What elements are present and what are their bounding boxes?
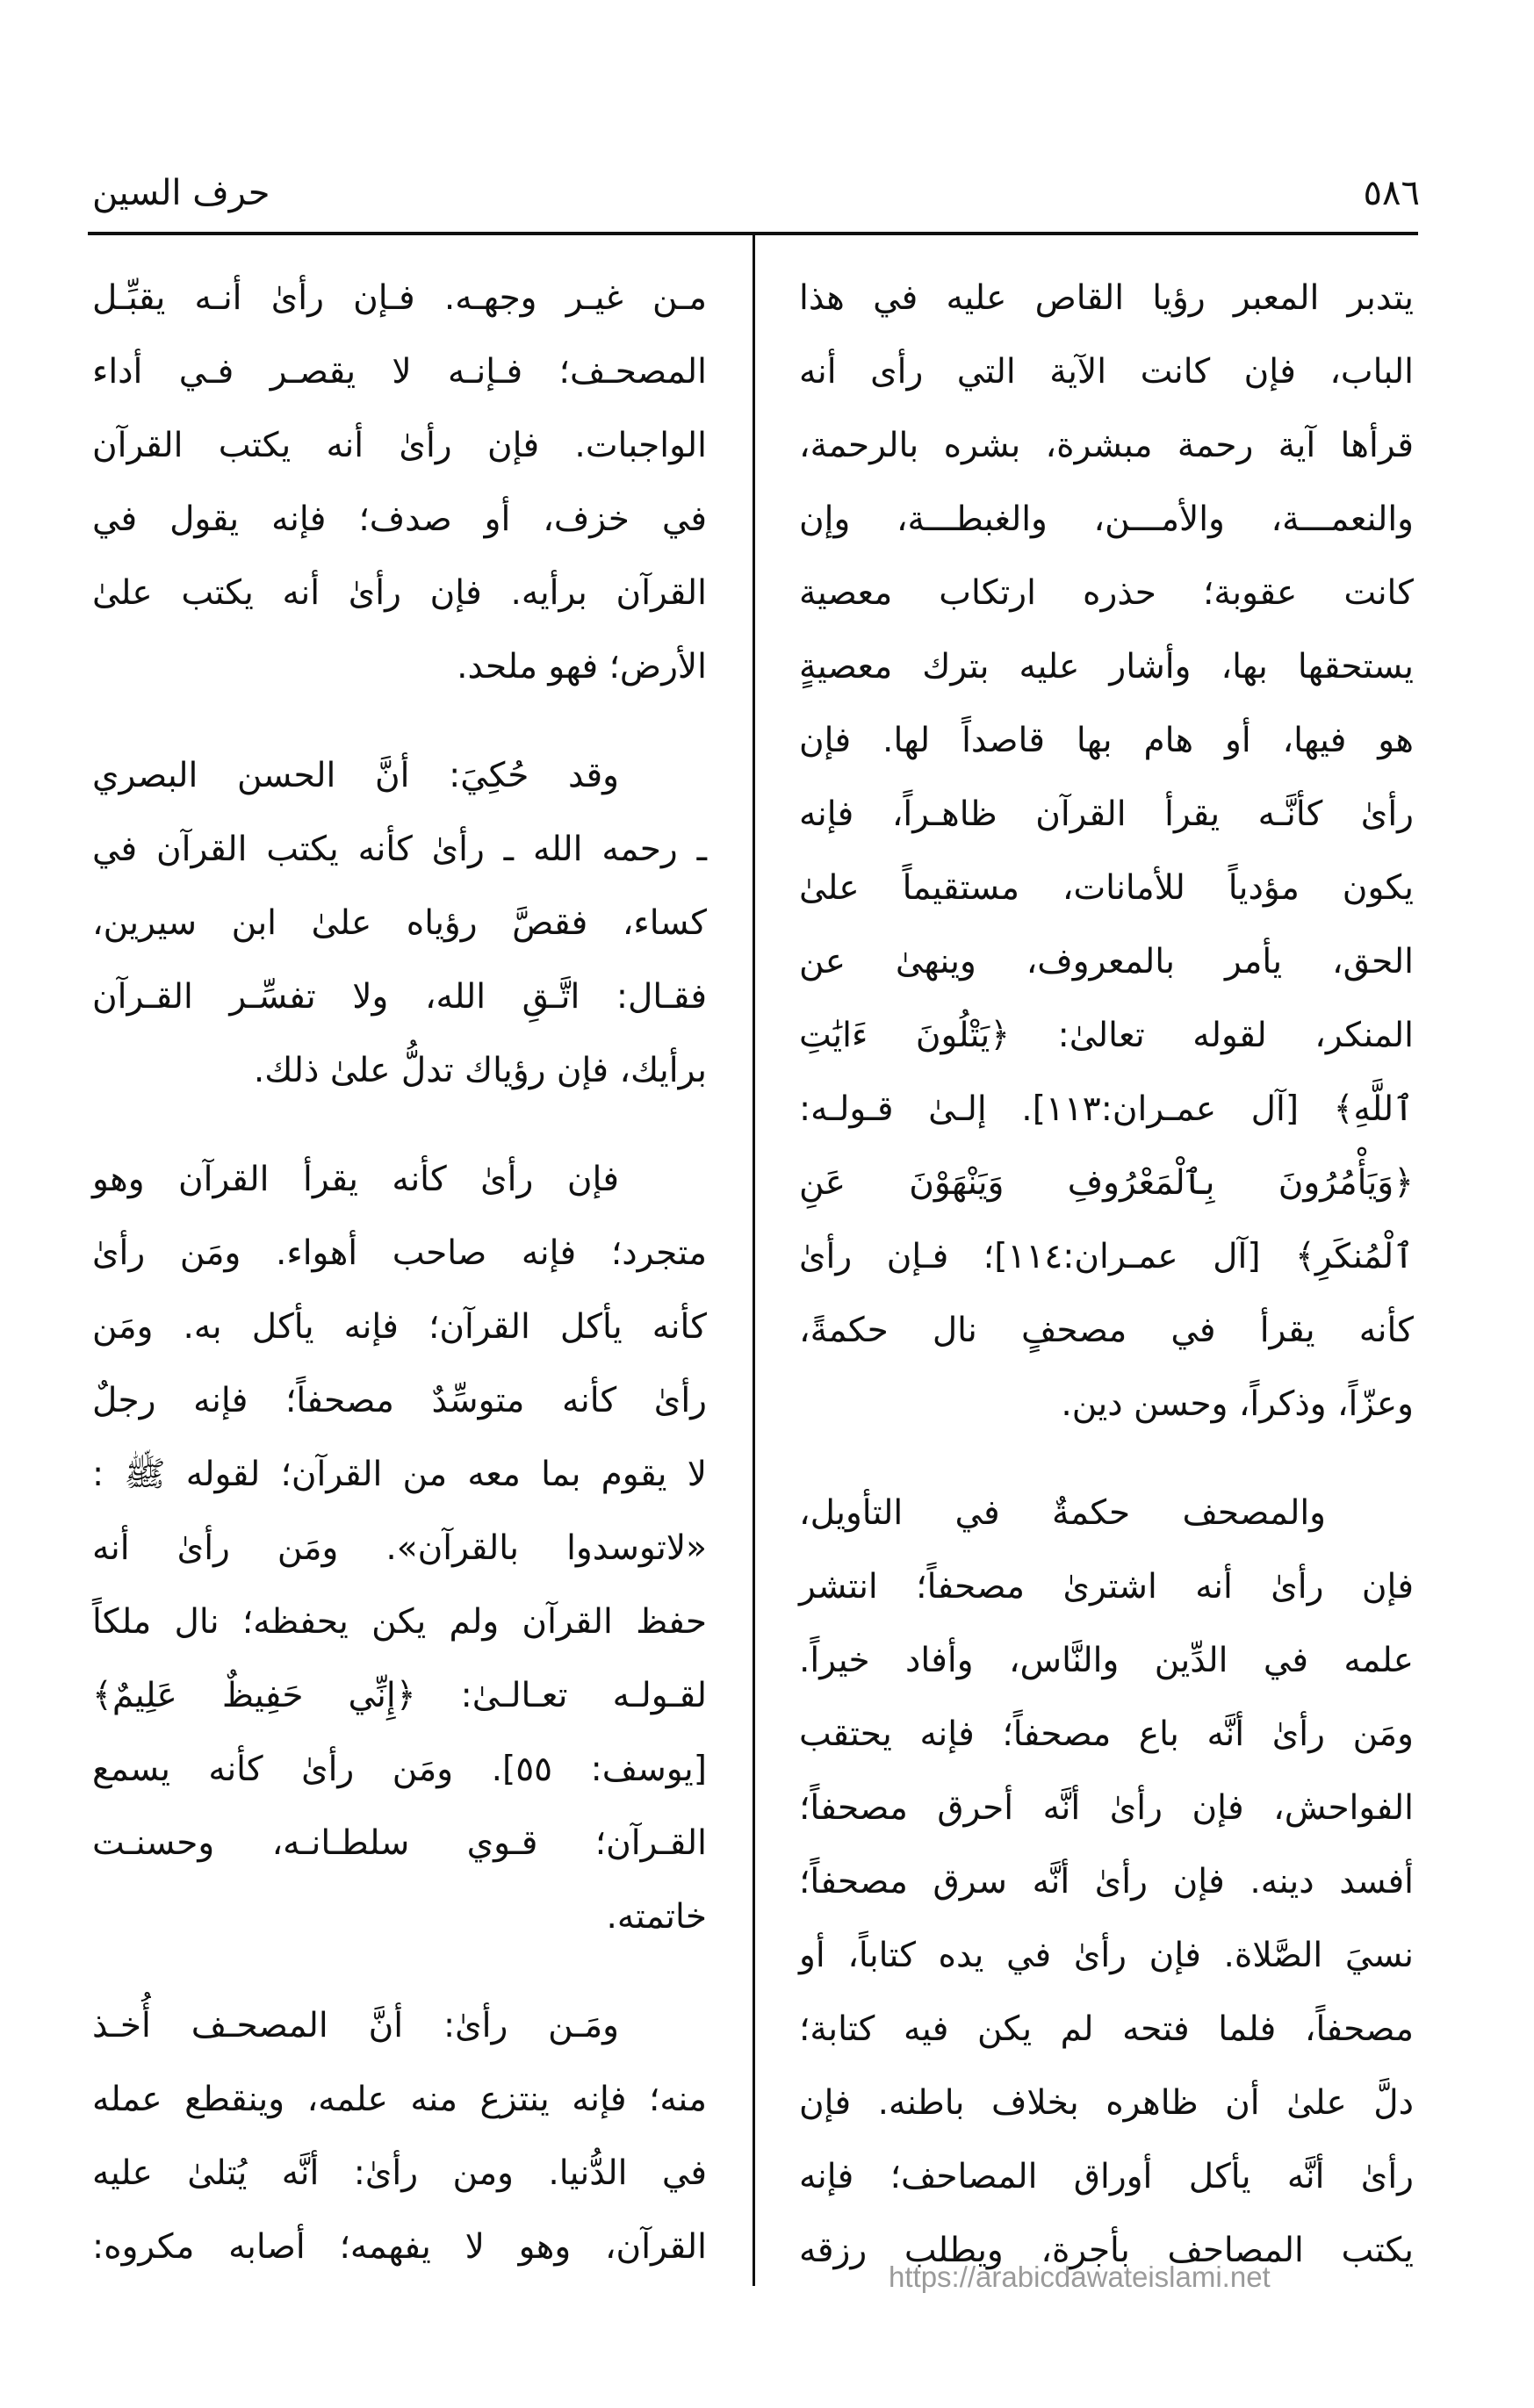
text-line: القـرآن؛ قـوي سلطـانـه، وحسنـت <box>92 1823 707 1863</box>
text-line: يكون مؤدياً للأمانات، مستقيماً علىٰ <box>799 868 1414 908</box>
paragraph <box>92 739 707 1108</box>
right-column <box>799 262 1414 2323</box>
running-header-title: حرف السين <box>92 173 270 213</box>
text-line: والنعمـــة، والأمـــن، والغبطـــة، وإن <box>799 500 1414 539</box>
text-line: والمصحف حكمةٌ في التأويل، <box>799 1493 1326 1533</box>
text-line: في الدُّنيا. ومن رأىٰ: أنَّه يُتلىٰ عليه <box>92 2153 707 2193</box>
text-line: كأنه يقرأ في مصحفٍ نال حكمةً، <box>799 1311 1414 1350</box>
text-line: فإن رأىٰ كأنه يقرأ القرآن وهو <box>92 1160 619 1199</box>
text-line: لقـولـه تعـالـىٰ: ﴿إِنِّي حَفِيظٌ عَلِيمٌ﴾ <box>92 1676 707 1715</box>
text-line: فقـال: اتَّـقِ الله، ولا تفسِّـر القـرآن <box>92 977 707 1017</box>
text-line: المنكر، لقوله تعالىٰ: ﴿يَتْلُونَ ءَايَٰتِ <box>799 1016 1414 1055</box>
text-line: علمه في الدِّين والنَّاس، وأفاد خيراً. <box>799 1641 1414 1680</box>
paragraph <box>92 1143 707 1954</box>
text-line: قرأها آية رحمة مبشرة، بشره بالرحمة، <box>799 426 1414 465</box>
text-line: ومَـن رأىٰ: أنَّ المصحـف أُخـذ <box>92 2006 619 2045</box>
text-line: الواجبات. فإن رأىٰ أنه يكتب القرآن <box>92 426 707 465</box>
paragraph <box>92 262 707 704</box>
text-line: يستحقها بها، وأشار عليه بترك معصيةٍ <box>799 647 1414 686</box>
text-line: أفسد دينه. فإن رأىٰ أنَّه سرق مصحفاً؛ <box>799 1862 1414 1901</box>
text-line: حفظ القرآن ولم يكن يحفظه؛ نال ملكاً <box>92 1602 707 1642</box>
text-line: ﴿وَيَأْمُرُونَ بِٱلْمَعْرُوفِ وَيَنْهَوْنَ عَنِ <box>799 1163 1414 1203</box>
text-line: فإن رأىٰ أنه اشترىٰ مصحفاً؛ انتشر <box>799 1567 1414 1607</box>
text-line: رأىٰ أنَّه يأكل أوراق المصاحف؛ فإنه <box>799 2157 1414 2196</box>
text-line: المصحـف؛ فـإنـه لا يقصـر فـي أداء <box>92 352 707 392</box>
text-line: [يوسف: ٥٥]. ومَن رأىٰ كأنه يسمع <box>92 1750 707 1789</box>
text-line: ٱللَّهِ﴾ [آل عمـران:١١٣]. إلـىٰ قـولـه: <box>799 1089 1414 1129</box>
watermark-url: https://arabicdawateislami.net <box>889 2261 1271 2293</box>
text-line: يتدبر المعبر رؤيا القاص عليه في هذا <box>799 278 1414 318</box>
text-line: خاتمته. <box>606 1897 707 1937</box>
text-line: وقد حُكِيَ: أنَّ الحسن البصري <box>92 756 619 795</box>
text-line: لا يقوم بما معه من القرآن؛ لقوله ﷺ : <box>92 1455 707 1494</box>
text-line: رأىٰ كأنَّـه يقرأ القرآن ظاهـراً، فإنه <box>799 794 1414 834</box>
text-line: القرآن برأيه. فإن رأىٰ أنه يكتب علىٰ <box>92 573 707 613</box>
text-line: متجرد؛ فإنه صاحب أهواء. ومَن رأىٰ <box>92 1233 707 1273</box>
text-line: الفواحش، فإن رأىٰ أنَّه أحرق مصحفاً؛ <box>799 1788 1414 1828</box>
text-line: «لاتوسدوا بالقرآن». ومَن رأىٰ أنه <box>92 1528 707 1568</box>
text-line: الأرض؛ فهو ملحد. <box>457 647 707 686</box>
text-line: مصحفاً، فلما فتحه لم يكن فيه كتابة؛ <box>799 2009 1414 2049</box>
text-line: نسيَ الصَّلاة. فإن رأىٰ في يده كتاباً، أو <box>799 1936 1414 1975</box>
text-line: رأىٰ كأنه متوسِّدٌ مصحفاً؛ فإنه رجلٌ <box>92 1381 707 1420</box>
text-line: دلَّ علىٰ أن ظاهره بخلاف باطنه. فإن <box>799 2083 1414 2123</box>
text-line: القرآن، وهو لا يفهمه؛ أصابه مكروه: <box>92 2227 707 2267</box>
text-line: مـن غيـر وجهـه. فـإن رأىٰ أنـه يقبِّـل <box>92 278 707 318</box>
text-line: ومَن رأىٰ أنَّه باع مصحفاً؛ فإنه يحتقب <box>799 1714 1414 1754</box>
text-line: وعزّاً، وذكراً، وحسن دين. <box>1061 1384 1414 1424</box>
text-line: في خزف، أو صدف؛ فإنه يقول في <box>92 500 707 539</box>
text-line: كساء، فقصَّ رؤياه علىٰ ابن سيرين، <box>92 903 707 943</box>
column-divider <box>753 232 755 2286</box>
paragraph <box>799 1477 1414 2288</box>
paragraph <box>92 1989 707 2284</box>
page-number: ٥٨٦ <box>1363 173 1420 213</box>
text-line: الحق، يأمر بالمعروف، وينهىٰ عن <box>799 942 1414 981</box>
text-line: كأنه يأكل القرآن؛ فإنه يأكل به. ومَن <box>92 1307 707 1347</box>
text-line: يكتب المصاحف بأجرة، ويطلب رزقه <box>799 2231 1414 2270</box>
text-line: برأيك، فإن رؤياك تدلُّ علىٰ ذلك. <box>253 1051 707 1090</box>
text-line: ٱلْمُنكَرِ﴾ [آل عمـران:١١٤]؛ فـإن رأىٰ <box>799 1237 1414 1276</box>
paragraph <box>799 262 1414 1441</box>
text-line: هو فيها، أو هام بها قاصداً لها. فإن <box>799 721 1414 760</box>
left-column <box>92 262 707 2319</box>
text-line: كانت عقوبة؛ حذره ارتكاب معصية <box>799 573 1414 613</box>
text-line: الباب، فإن كانت الآية التي رأى أنه <box>799 352 1414 392</box>
text-line: ـ رحمه الله ـ رأىٰ كأنه يكتب القرآن في <box>92 830 707 869</box>
text-line: منه؛ فإنه ينتزع منه علمه، وينقطع عمله <box>92 2080 707 2119</box>
